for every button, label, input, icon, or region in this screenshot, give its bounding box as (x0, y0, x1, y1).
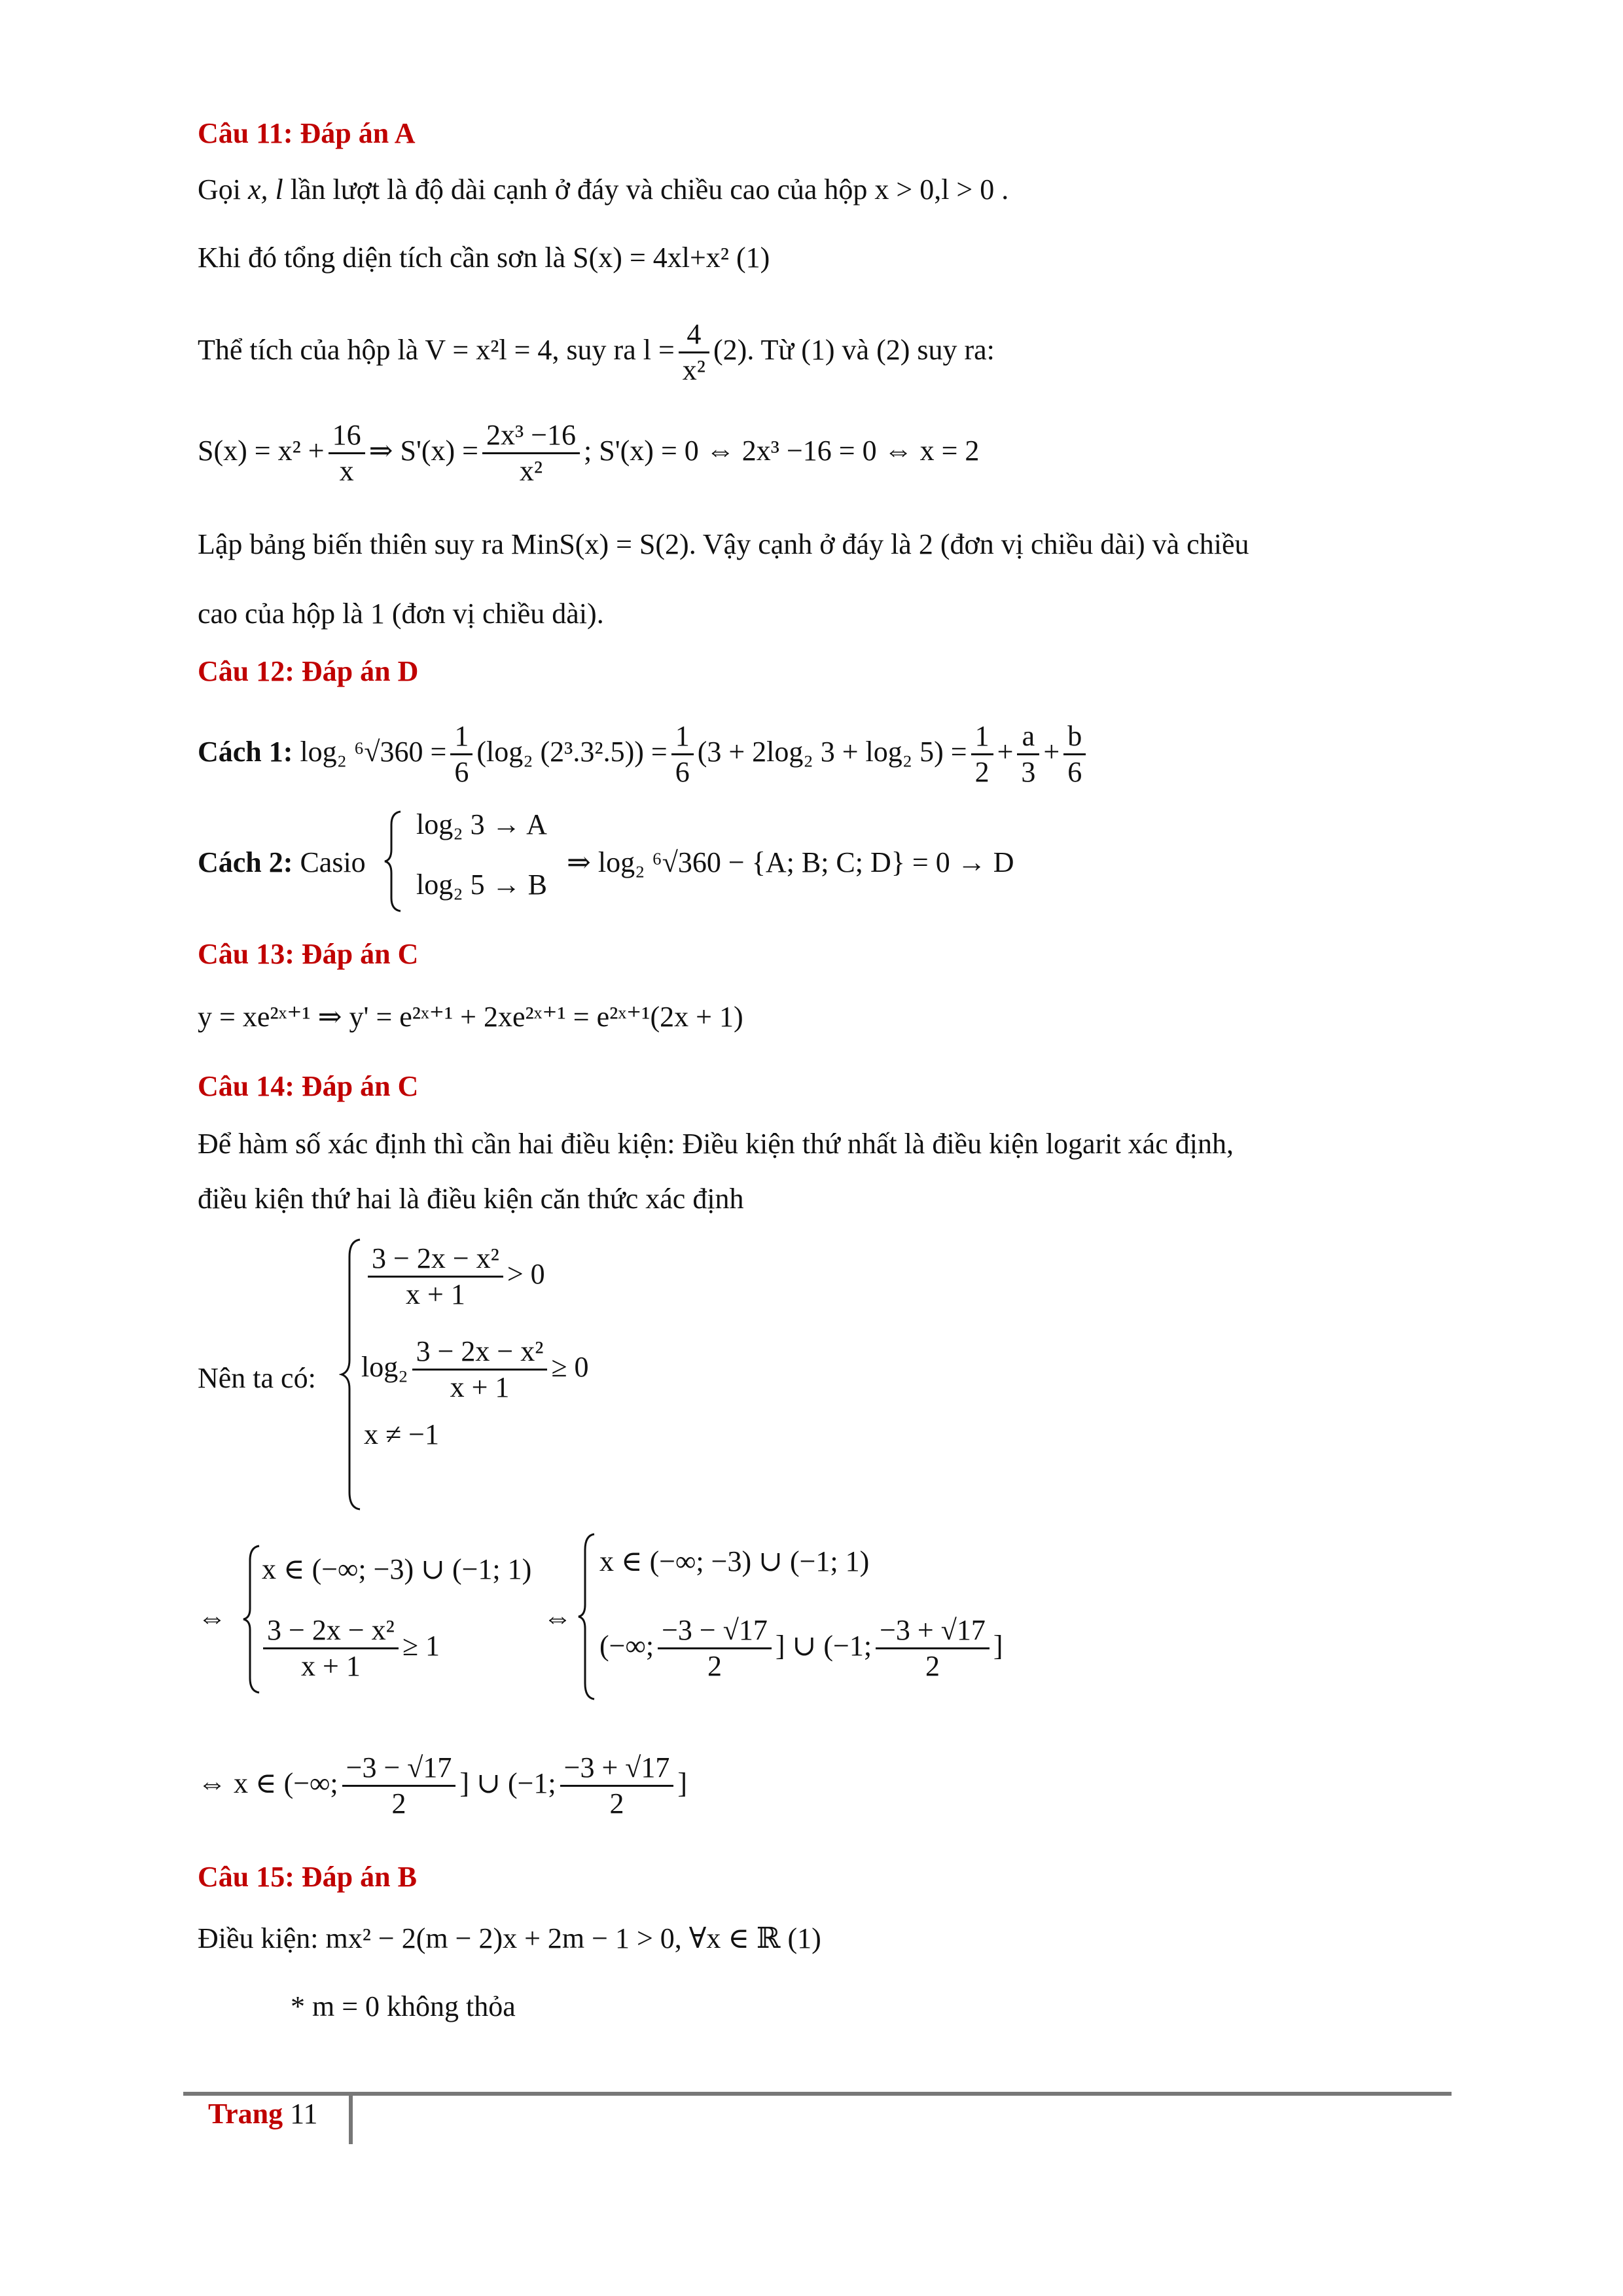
fraction (971, 719, 993, 789)
method-label: Cách 2: (198, 846, 293, 878)
q14-line1: Để hàm số xác định thì cần hai điều kiện: Điều kiện thứ nhất là điều kiện logarit xác định, (198, 1128, 1234, 1160)
q13-line1: y = xe²ˣ⁺¹ ⇒ y' = e²ˣ⁺¹ + 2xe²ˣ⁺¹ = e²ˣ⁺¹(2x + 1) (198, 1001, 743, 1033)
denominator: 6 (1067, 756, 1082, 789)
q12-method1 (198, 716, 1090, 789)
text: không thỏa (380, 1990, 516, 2022)
denominator: x + 1 (301, 1650, 361, 1683)
denominator: 2 (925, 1650, 940, 1683)
fraction (342, 1751, 456, 1821)
q12-system-row2: log₂ 5 → B (416, 869, 547, 901)
text: Gọi (198, 173, 248, 206)
q15-line1 (198, 1920, 821, 1957)
fraction (560, 1751, 674, 1821)
left-brace-icon (339, 1237, 363, 1512)
text: Thể tích của hộp là (198, 334, 425, 366)
q14-system3-row1: x ∈ (−∞; −3) ∪ (−1; 1) (599, 1545, 870, 1577)
q12-method2-label (198, 844, 366, 881)
numerator: 3 − 2x − x² (412, 1335, 548, 1371)
relation: > 0 (507, 1258, 545, 1290)
relation: ≥ 0 (551, 1351, 589, 1383)
fraction (671, 719, 694, 789)
text: Khi đó tổng diện tích cần sơn là (198, 242, 573, 274)
q15-line2 (291, 1988, 516, 2025)
math: S(x) = x² + (198, 435, 325, 467)
q12-heading: Câu 12: Đáp án D (198, 655, 419, 687)
text: Casio (293, 846, 366, 878)
math: S(x) = 4xl+x² (1) (573, 242, 770, 274)
numerator: 1 (671, 719, 694, 755)
q11-line2 (198, 240, 770, 276)
math: ] (677, 1767, 688, 1799)
q14-equiv-arrow-2: ⇔ (543, 1602, 572, 1634)
math: ] ∪ (−1; (775, 1630, 872, 1662)
math: (2) (713, 334, 747, 366)
q14-system1-label: Nên ta có: (198, 1362, 316, 1394)
q14-system1-row3: x ≠ −1 (364, 1418, 439, 1450)
denominator: 6 (675, 756, 690, 789)
fraction (482, 418, 580, 488)
math: ⇒ S'(x) = (368, 435, 478, 467)
denominator: x + 1 (450, 1371, 510, 1404)
q14-system2-row1: x ∈ (−∞; −3) ∪ (−1; 1) (262, 1553, 532, 1585)
numerator: a (1017, 719, 1039, 755)
footer-label: Trang (208, 2098, 283, 2130)
fraction (263, 1613, 399, 1683)
text: , suy ra (552, 334, 643, 366)
method-label: Cách 1: (198, 736, 293, 768)
fraction (876, 1613, 990, 1683)
numerator: b (1063, 719, 1086, 755)
footer-rule (183, 2092, 1452, 2096)
q14-system3-row2 (599, 1610, 1003, 1683)
denominator: x (339, 455, 354, 488)
text: Điều kiện: (198, 1922, 326, 1954)
q11-line5 (198, 526, 1249, 563)
math: (3 + 2log₂ 3 + log₂ 5) = (697, 736, 967, 768)
q14-system1-row2 (361, 1331, 589, 1405)
math: x > 0,l > 0 . (874, 173, 1009, 206)
q11-line4 (198, 415, 979, 488)
q11-heading: Câu 11: Đáp án A (198, 117, 416, 149)
math: mx² − 2(m − 2)x + 2m − 1 > 0, ∀x ∈ ℝ (1) (325, 1922, 821, 1954)
q14-equiv-arrow-1: ⇔ (198, 1602, 226, 1634)
fraction (368, 1242, 503, 1312)
numerator: 4 (679, 317, 709, 353)
q14-system2-row2 (259, 1610, 440, 1683)
numerator: −3 − √17 (658, 1613, 772, 1649)
numerator: 2x³ −16 (482, 418, 580, 454)
q11-line1 (198, 171, 1008, 208)
q15-heading: Câu 15: Đáp án B (198, 1861, 417, 1893)
numerator: 1 (450, 719, 473, 755)
text: Lập bảng biến thiên suy ra (198, 528, 511, 560)
fraction (329, 418, 365, 488)
numerator: −3 − √17 (342, 1751, 456, 1787)
q12-method2-result: ⇒ log₂ ⁶√360 − {A; B; C; D} = 0 → D (567, 846, 1014, 878)
fraction (1017, 719, 1039, 789)
math: l = (643, 334, 675, 366)
left-brace-icon (577, 1532, 597, 1702)
q14-line2: điều kiện thứ hai là điều kiện căn thức xác định (198, 1183, 744, 1215)
q14-final (198, 1748, 687, 1821)
fraction (658, 1613, 772, 1683)
math: V = x²l = 4 (425, 334, 552, 366)
math: ⇔ x ∈ (−∞; (198, 1767, 338, 1799)
denominator: 6 (454, 756, 469, 789)
denominator: x + 1 (406, 1278, 465, 1311)
q11-line3 (198, 314, 995, 387)
fraction (412, 1335, 548, 1405)
denominator: 2 (974, 756, 990, 789)
math: MinS(x) = S(2) (510, 528, 689, 560)
denominator: 2 (391, 1787, 406, 1820)
math: m = 0 (312, 1990, 380, 2022)
denominator: x² (519, 455, 543, 488)
math: (log₂ (2³.3².5)) = (476, 736, 668, 768)
math: ] (993, 1630, 1003, 1662)
numerator: 1 (971, 719, 993, 755)
fraction (450, 719, 473, 789)
math: log₂ ⁶√360 = (300, 736, 447, 768)
q14-heading: Câu 14: Đáp án C (198, 1070, 419, 1102)
plus: + (1043, 736, 1060, 768)
log: log₂ (361, 1351, 408, 1383)
q12-system-row1: log₂ 3 → A (416, 808, 547, 840)
denominator: 2 (609, 1787, 624, 1820)
var: x, l (248, 173, 283, 206)
numerator: −3 + √17 (560, 1751, 674, 1787)
fraction (1063, 719, 1086, 789)
left-brace-icon (383, 809, 403, 914)
denominator: 3 (1021, 756, 1036, 789)
bullet: * (291, 1990, 312, 2022)
footer-divider (349, 2092, 353, 2144)
math: ] ∪ (−1; (459, 1767, 556, 1799)
math: ; S'(x) = 0 ⇔ 2x³ −16 = 0 ⇔ x = 2 (584, 435, 980, 467)
fraction (679, 317, 709, 387)
math: (−∞; (599, 1630, 654, 1662)
numerator: −3 + √17 (876, 1613, 990, 1649)
page-footer (208, 2094, 317, 2134)
numerator: 16 (329, 418, 365, 454)
q11-line6: cao của hộp là 1 (đơn vị chiều dài). (198, 598, 604, 630)
numerator: 3 − 2x − x² (368, 1242, 503, 1278)
denominator: x² (682, 354, 705, 387)
relation: ≥ 1 (402, 1630, 440, 1662)
text: . Vậy cạnh ở đáy là 2 (đơn vị chiều dài) và chiều (688, 528, 1249, 560)
q13-heading: Câu 13: Đáp án C (198, 938, 419, 970)
page-number: 11 (290, 2098, 318, 2130)
text: lần lượt là độ dài cạnh ở đáy và chiều cao của hộp (283, 173, 875, 206)
denominator: 2 (707, 1650, 722, 1683)
plus: + (997, 736, 1014, 768)
q14-system1-row1 (364, 1238, 545, 1312)
text: . Từ (1) và (2) suy ra: (747, 334, 995, 366)
numerator: 3 − 2x − x² (263, 1613, 399, 1649)
